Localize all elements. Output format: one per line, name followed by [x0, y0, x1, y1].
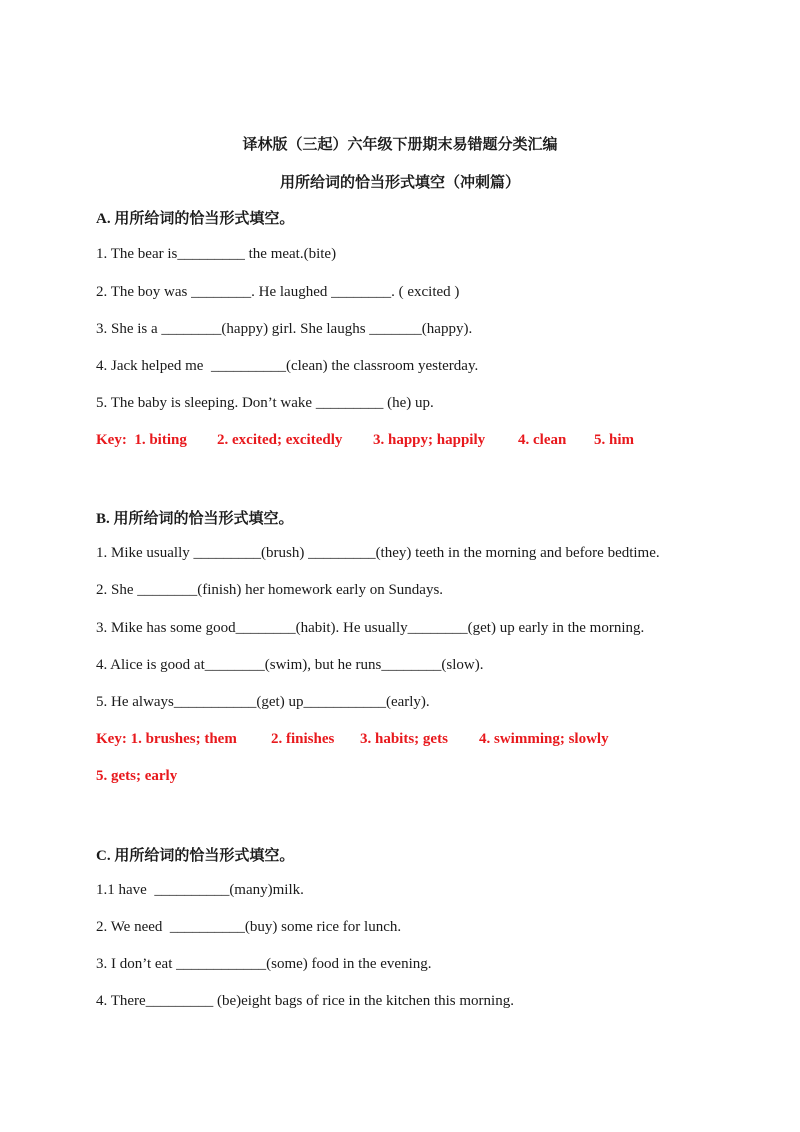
section-b-question-4: 4. Alice is good at________(swim), but he runs________(slow).	[96, 657, 484, 673]
section-c-heading: C. 用所给词的恰当形式填空。	[96, 848, 295, 864]
key-b-5: 5. gets; early	[96, 768, 178, 784]
section-a-question-2: 2. The boy was ________. He laughed ________. ( excited )	[96, 284, 460, 300]
section-c-question-3: 3. I don’t eat ____________(some) food in the evening.	[96, 956, 432, 972]
key-b-1: Key: 1. brushes; them	[96, 731, 237, 747]
section-c-question-1: 1.1 have __________(many)milk.	[96, 882, 304, 898]
section-c-question-4: 4. There_________ (be)eight bags of rice in the kitchen this morning.	[96, 993, 514, 1009]
key-b-2: 2. finishes	[271, 731, 335, 747]
section-b-question-2: 2. She ________(finish) her homework early on Sundays.	[96, 582, 444, 598]
key-b-3: 3. habits; gets	[360, 731, 448, 747]
key-a-1: Key: 1. biting	[96, 432, 187, 448]
key-b-4: 4. swimming; slowly	[479, 731, 609, 747]
section-b-question-1: 1. Mike usually _________(brush) _________(they) teeth in the morning and before bedtime.	[96, 545, 660, 561]
section-b-heading: B. 用所给词的恰当形式填空。	[96, 511, 294, 527]
section-a-question-1: 1. The bear is_________ the meat.(bite)	[96, 246, 337, 262]
section-a-heading: A. 用所给词的恰当形式填空。	[96, 211, 295, 227]
key-a-3: 3. happy; happily	[373, 432, 486, 448]
section-b-question-3: 3. Mike has some good________(habit). He usually________(get) up early in the morning.	[96, 620, 645, 636]
document-title: 译林版（三起）六年级下册期末易错题分类汇编	[242, 135, 558, 153]
section-a-question-5: 5. The baby is sleeping. Don’t wake _________ (he) up.	[96, 395, 434, 411]
section-b-question-5: 5. He always___________(get) up___________(early).	[96, 694, 430, 710]
document-subtitle: 用所给词的恰当形式填空（冲刺篇）	[279, 173, 520, 191]
key-a-4: 4. clean	[518, 432, 567, 448]
section-a-question-4: 4. Jack helped me __________(clean) the classroom yesterday.	[96, 358, 479, 374]
section-a-question-3: 3. She is a ________(happy) girl. She laughs _______(happy).	[96, 321, 473, 337]
section-c-question-2: 2. We need __________(buy) some rice for lunch.	[96, 919, 402, 935]
key-a-5: 5. him	[594, 432, 635, 448]
key-a-2: 2. excited; excitedly	[217, 432, 343, 448]
